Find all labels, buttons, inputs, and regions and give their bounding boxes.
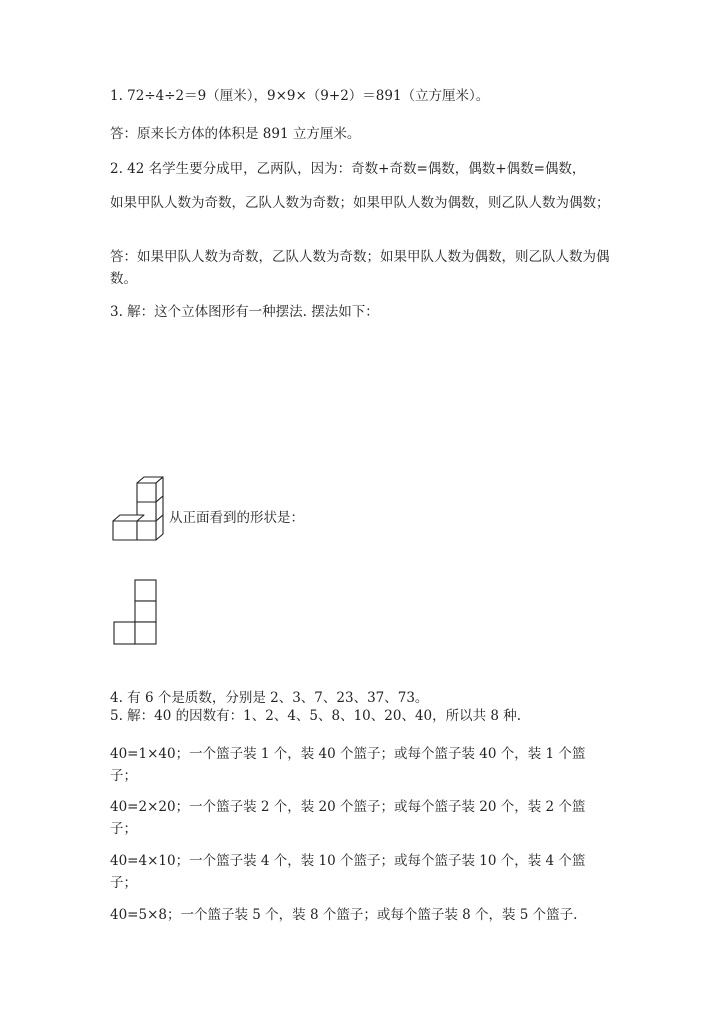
q5-case-2: 40=2×20；一个篮子装 2 个，装 20 个篮子；或每个篮子装 20 个，装 2 个篮子； bbox=[110, 799, 586, 837]
q1-solution: 1. 72÷4÷2＝9（厘米），9×9×（9+2）＝891（立方厘米）。 bbox=[110, 88, 490, 104]
q5-case-1: 40=1×40；一个篮子装 1 个，装 40 个篮子；或每个篮子装 40 个，装 1 个篮子； bbox=[110, 746, 586, 784]
q2-solution: 2. 42 名学生要分成甲，乙两队，因为：奇数+奇数=偶数，偶数+偶数=偶数， bbox=[110, 161, 586, 177]
q5-case-4: 40=5×8；一个篮子装 5 个，装 8 个篮子；或每个篮子装 8 个，装 5 个篮子. bbox=[110, 907, 578, 923]
q1-answer: 答：原来长方体的体积是 891 立方厘米。 bbox=[110, 126, 361, 142]
q3-front-view-caption: 从正面看到的形状是： bbox=[169, 510, 304, 526]
q5-case-3: 40=4×10；一个篮子装 4 个，装 10 个篮子；或每个篮子装 10 个，装 4 个篮子； bbox=[110, 853, 586, 891]
front-view-figure bbox=[112, 579, 160, 647]
q5-solution: 5. 解：40 的因数有：1、2、4、5、8、10、20、40，所以共 8 种. bbox=[110, 708, 522, 724]
q2-reasoning: 如果甲队人数为奇数，乙队人数为奇数；如果甲队人数为偶数，则乙队人数为偶数； bbox=[110, 195, 610, 211]
cube-stack-figure bbox=[108, 474, 168, 544]
q3-solution: 3. 解：这个立体图形有一种摆法. 摆法如下： bbox=[110, 304, 379, 320]
q2-answer: 答：如果甲队人数为奇数，乙队人数为奇数；如果甲队人数为偶数，则乙队人数为偶数。 bbox=[110, 249, 610, 287]
q4-solution: 4. 有 6 个是质数，分别是 2、3、7、23、37、73。 bbox=[110, 690, 429, 706]
